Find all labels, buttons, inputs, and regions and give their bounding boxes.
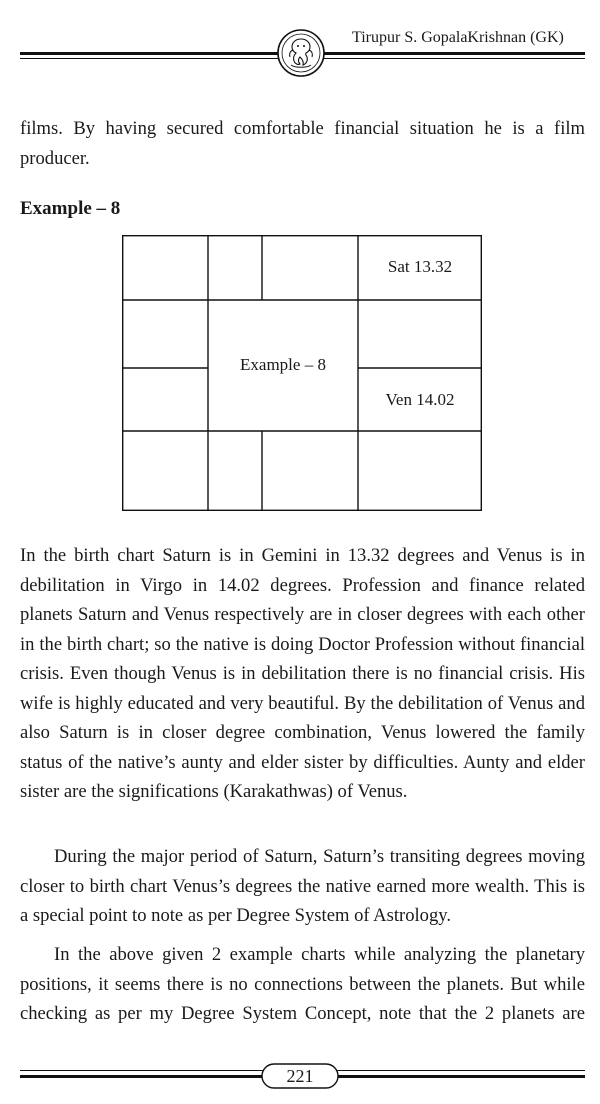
- example-heading: Example – 8: [20, 198, 121, 219]
- ganesha-emblem-icon: [276, 28, 326, 78]
- body-paragraph-1: In the birth chart Saturn is in Gemini in 13.32 degrees and Venus is in debilitation in Virgo in 14.02 degrees. Profession and finance related planets Saturn and Venus respectively are in closer degrees with each other in the birth chart; so the native is doing Doctor Profession without financial crisis. Even though Venus is in debilitation there is no financial crisis. His wife is highly educated and very beautiful. By the debilitation of Venus and also Saturn is in closer degree combination, Venus lowered the family status of the native’s aunty and elder sister by difficulties. Aunty and elder sister are the significations (Karakathwas) of Venus.: [20, 545, 585, 802]
- page-number: 221: [286, 1066, 314, 1086]
- body-paragraph-3: In the above given 2 example charts while analyzing the planetary positions, it seems there is no connections between the planets. But while checking as per my Degree System Concept, note that the 2 planets are: [20, 944, 585, 1024]
- birth-chart: [122, 235, 482, 511]
- chart-cell-virgo: Ven 14.02: [385, 390, 455, 409]
- body-paragraph-2: During the major period of Saturn, Saturn’s transiting degrees moving closer to birth chart Venus’s degrees the native earned more wealth. This is a special point to note as per Degree System of Astrology.: [20, 846, 585, 926]
- chart-center-label: Example – 8: [240, 355, 326, 374]
- header-title: Tirupur S. GopalaKrishnan (GK): [352, 29, 564, 46]
- intro-paragraph: films. By having secured comfortable financial situation he is a film producer.: [20, 118, 585, 169]
- chart-cell-gemini: Sat 13.32: [387, 257, 453, 276]
